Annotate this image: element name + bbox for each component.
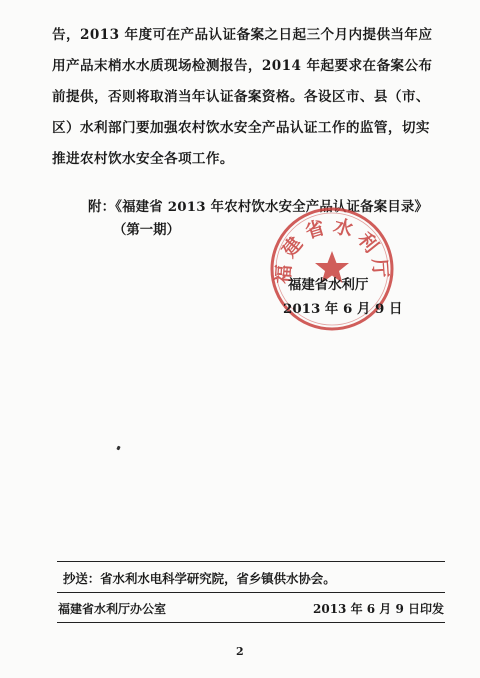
page-number: 2	[236, 645, 244, 658]
body-line: 区）水利部门要加强农村饮水安全产品认证工作的监管，切实	[52, 120, 430, 136]
body-line: 推进农村饮水安全各项工作。	[52, 151, 234, 167]
body-paragraph	[52, 20, 444, 175]
signing-date: 2013 年 6 月 9 日	[283, 301, 403, 317]
body-line: 前提供，否则将取消当年认证备案资格。各设区市、县（市、	[52, 89, 430, 105]
footer-bottom-rule	[57, 622, 445, 623]
body-line: 告，2013 年度可在产品认证备案之日起三个月内提供当年应	[52, 27, 433, 43]
seal-text: 福建省水利厅	[272, 214, 392, 285]
attachment-line: 附：《福建省 2013 年农村饮水安全产品认证备案目录》	[88, 199, 429, 215]
scan-speck	[116, 446, 120, 451]
footer-top-rule	[57, 561, 445, 562]
issuing-office: 福建省水利厅办公室	[58, 602, 167, 616]
print-date: 2013 年 6 月 9 日印发	[313, 602, 444, 616]
footer-middle-rule	[57, 592, 445, 593]
body-line: 用产品末梢水水质现场检测报告，2014 年起要求在备案公布	[52, 58, 433, 74]
signing-organization: 福建省水利厅	[288, 277, 369, 293]
cc-line: 抄送：省水利水电科学研究院，省乡镇供水协会。	[63, 571, 336, 586]
attachment-issue: （第一期）	[113, 222, 180, 238]
